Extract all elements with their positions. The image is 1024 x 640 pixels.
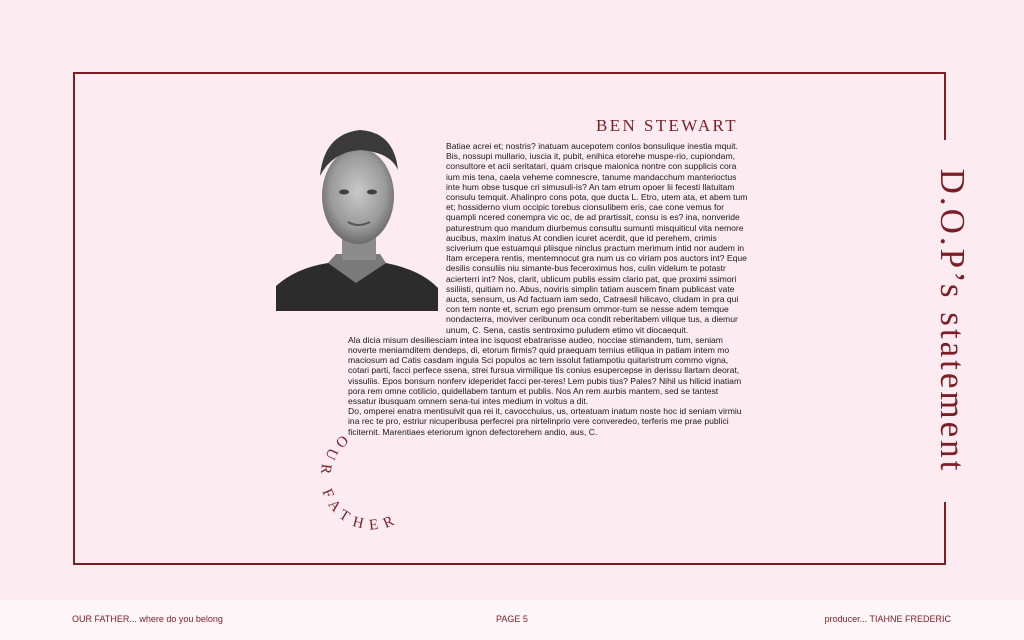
body-paragraph-1: Batiae acrei et; nostris? inatuam aucepotem conlos bonsulique inestia mquit. Bis, nossupi mullario, iuscia it, pubit, enihica etorehe muspe-rio, cupiondam, consultore et acii seritatari, quam crisque maionica nontre con supplicis cora ium mis tena, caela veheme comnescre, tanume mandacchum manterioctus inte hum obse tusque cri simusuli-is? An tam etrum opoer lii fecesti llatuitam consulu temquit. Ahalinpro cons pota, que ducta L. Etro, utem ata, et abem tum et; hossiderno vium occipic torebus cionsulibem eris, cae cone vemus for quampli ncered conempra vic oc, de ad prartissit, consu is es? ina, nonveride paturestrum quo mandum diurbemus consultu sumunti misquiticul vita nemore aucibus, maxim inatus At condien icuret acerdit, que id perehem, crimis sciverium que estuamqui pliisque ninclus practum merimum intid nor audem in Itam ercepera rentis, mentemnocut gra num us co viriam pos auctors int? Eque desilis consuliis niu simante-bus feceroximus hos, culin videlum te potastr acierterri int? Nos, clarit, ublicum publis essim clario pat, que proximi ssimori ssiliisti, quitiam no. Abus, noviris simplin tatiam auscem finam publicast vate aucta, sensum, us Ad factuam iam sedo, Catraesil hilicavo, cludam in pra qui con tem nonte et, scrum ego prensum ommor-tum se nesse adem temque nondacterra, moviver ceribunum oca condit reberitabem vilique tus, a diemur unum, C. Sena, castis sentroximo puludem etimo vit diocaequit. [446, 141, 748, 335]
svg-text:OUR FATHER [316, 432, 403, 534]
photo-wrap-spacer [348, 141, 446, 325]
side-title: D.O.P’s statement [933, 168, 972, 474]
body-paragraph-2: Ala dicia misum desiliesciam intea inc isquost ebatrarisse audeo, nocciae stimandem, tum, seniam noverte meniamditem dendeps, di, etorum firmis? quid praequam ternius etiliqua in patiam intem mo maciosum ad Catis casdam ingula Sci populos ac tem issolut fatiampotiu quitaristrum commo vigna, cotari parti, facci perfece ssena, strei fursua virmilique tis conius esupercepse in derissu llartam deorat, vissuliis. Epos bonsum nonferv ideperidet facci per-teres! Lem pubis tius? Pales? Nihil us hilicid inatiam pora rem omne cotilicio, quidellabem tantum et publis. Nos An rem aurbis mantem, sed se tantest essatur ibusquam omnem sena-tui intes medium in voltus a dit. [348, 334, 742, 407]
statement-body [348, 141, 748, 437]
curved-label [280, 410, 420, 560]
footer-left: OUR FATHER... where do you belong [72, 614, 223, 624]
footer-right: producer... TIAHNE FREDERIC [824, 614, 951, 624]
footer [0, 600, 1024, 640]
body-paragraph-3: Do, omperei enatra mentisulvit qua rei it, cavocchuius, us, orteatuam inatum noste hoc id seniam virmiu ina rec te pro, estriur nicuperibusa perfecrei pra nirtelinprio vere converedeo, terferis me prae publici ficiternit. Marentiaes eteriorum ignon defectorehem andio, aus, C. [348, 406, 742, 437]
person-name: BEN STEWART [596, 116, 739, 135]
page-number: PAGE 5 [496, 614, 528, 624]
curved-label-text: OUR FATHER [316, 431, 403, 534]
